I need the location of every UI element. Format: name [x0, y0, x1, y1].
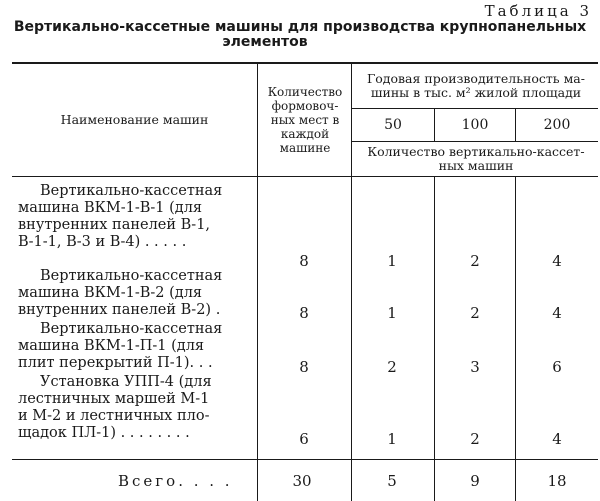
row-2-200: 4	[552, 304, 562, 322]
row-4-name-line: щадок ПЛ-1) . . . . . . . .	[18, 425, 190, 441]
total-top-rule	[12, 459, 598, 460]
row-2-places: 8	[299, 304, 309, 322]
row-1-50: 1	[387, 252, 397, 270]
row-1-name-line: машина ВКМ-1-В-1 (для	[18, 200, 203, 216]
row-2-100: 2	[470, 304, 480, 322]
row-3-name-line: машина ВКМ-1-П-1 (для	[18, 338, 205, 354]
row-4-50: 1	[387, 430, 397, 448]
row-2-name	[18, 268, 250, 319]
row-1-name	[18, 183, 250, 251]
row-4-name-line: лестничных маршей М-1	[18, 391, 210, 407]
row-4-name	[18, 374, 250, 442]
row-4-name-line: и М-2 и лестничных пло-	[18, 408, 210, 424]
header-50: 50	[384, 117, 402, 133]
row-4-places: 6	[299, 430, 309, 448]
total-100: 9	[470, 472, 480, 490]
row-2-50: 1	[387, 304, 397, 322]
row-3-50: 2	[387, 358, 397, 376]
header-machine-count: Количество вертикально-кассет-ных машин	[367, 144, 585, 173]
header-places: Количество формовоч-ных мест в каждой машине	[267, 85, 343, 155]
header-name: Наименование машин	[60, 112, 209, 127]
row-3-200: 6	[552, 358, 562, 376]
caption-line-1: Вертикально-кассетные машины для производства крупнопанельных	[13, 19, 587, 35]
row-4-200: 4	[552, 430, 562, 448]
header-100: 100	[461, 117, 489, 133]
row-1-100: 2	[470, 252, 480, 270]
vline-name	[257, 63, 258, 501]
vline-50-body	[434, 177, 435, 501]
vline-100-body	[515, 177, 516, 501]
row-3-name	[18, 321, 250, 372]
row-1-name-line: внутренних панелей В-1,	[18, 217, 211, 233]
header-productivity: Годовая производительность ма-шины в тыс. м² жилой площади	[367, 71, 585, 100]
row-3-name-line: плит перекрытий П-1). . .	[18, 355, 213, 371]
row-4-name-line: Установка УПП-4 (для	[40, 374, 212, 390]
row-2-name-line: машина ВКМ-1-В-2 (для	[18, 285, 203, 301]
header-bottom-rule	[12, 176, 598, 177]
row-1-200: 4	[552, 252, 562, 270]
row-4-100: 2	[470, 430, 480, 448]
caption-line-2: элементов	[222, 34, 308, 50]
row-1-name-line: Вертикально-кассетная	[40, 183, 223, 199]
row-3-100: 3	[470, 358, 480, 376]
header-200: 200	[543, 117, 571, 133]
total-200: 18	[547, 472, 567, 490]
total-50: 5	[387, 472, 397, 490]
row-3-name-line: Вертикально-кассетная	[40, 321, 223, 337]
row-2-name-line: Вертикально-кассетная	[40, 268, 223, 284]
row-3-places: 8	[299, 358, 309, 376]
table-caption	[0, 20, 600, 50]
total-places: 30	[292, 472, 312, 490]
table-number: Таблица 3	[484, 2, 592, 20]
total-label: Всего. . . .	[118, 472, 233, 490]
row-1-places: 8	[299, 252, 309, 270]
row-2-name-line: внутренних панелей В-2) .	[18, 302, 221, 318]
row-1-name-line: В-1-1, В-3 и В-4) . . . . .	[18, 234, 187, 250]
